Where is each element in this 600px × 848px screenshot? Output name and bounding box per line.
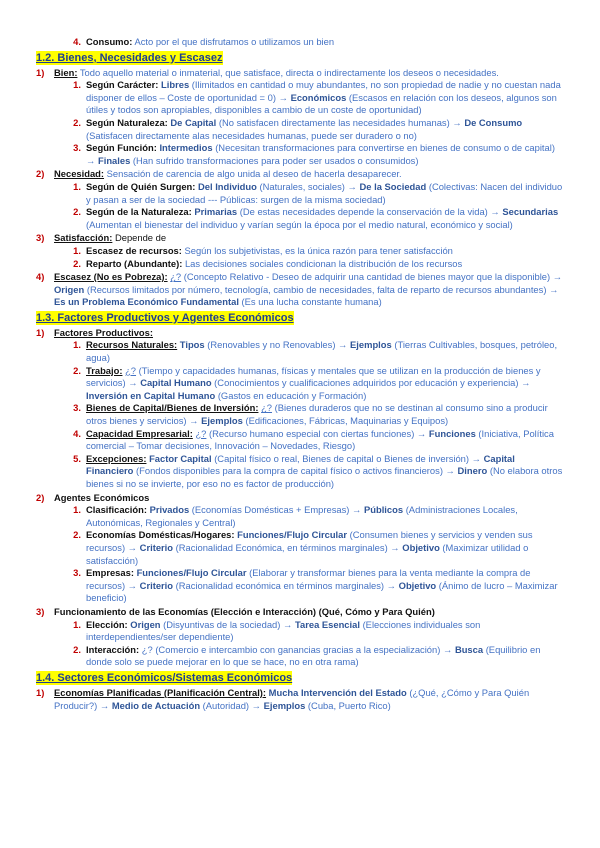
- item-text: (Comercio e intercambio con ganancias gracias a la especialización) →: [155, 643, 453, 655]
- list-item: [36, 245, 564, 258]
- item-term: ¿?: [125, 364, 137, 376]
- item-text: (Necesitan transformaciones para convertirse en bienes de consumo o de capital) →: [86, 142, 555, 166]
- item-text: (Recurso humano especial con ciertas funciones) →: [209, 427, 427, 439]
- section-title: 1.4. Sectores Económicos/Sistemas Económicos: [36, 671, 293, 684]
- item-text: (Ilimitados en cantidad o muy abundantes, no son propiedad de nadie y no cuestan nada disponer de ellos – Coste de oportunidad = 0) →: [86, 79, 561, 103]
- list-item-escasez: [36, 271, 564, 309]
- item-text: Sensación de carencia de algo unida al deseo de hacerla desaparecer.: [106, 168, 402, 180]
- item-text: Las decisiones sociales condicionan la distribución de los recursos: [184, 257, 463, 269]
- item-text: (Tiempo y capacidades humanas, físicas y mentales que se utilizan en la producción de bienes y servicios) →: [86, 364, 541, 389]
- item-text: (Es una lucha constante humana): [241, 296, 382, 308]
- item-text: (Maximizar utilidad o satisfacción): [86, 541, 529, 566]
- item-term: Libres: [161, 79, 190, 91]
- item-text: (Fondos disponibles para la compra de capital físico o activos financieros) →: [136, 465, 455, 477]
- item-text: (Racionalidad Económica, en términos marginales) →: [175, 541, 400, 553]
- list-item: [36, 644, 564, 669]
- item-text: (Naturales, sociales) →: [259, 180, 357, 192]
- item-number: 5.: [73, 452, 81, 464]
- item-label: Interacción:: [86, 643, 140, 655]
- item-number: 2.: [73, 529, 81, 541]
- item-number: 1): [36, 66, 45, 78]
- item-text: Acto por el que disfrutamos o utilizamos un bien: [134, 36, 335, 47]
- item-term: Privados: [149, 504, 190, 516]
- item-term: ¿?: [261, 402, 273, 414]
- item-term: Capital Financiero: [86, 452, 515, 477]
- item-text: (Conocimientos y cualificaciones adquiridos por educación y experiencia) →: [214, 377, 531, 389]
- item-term: ¿?: [170, 271, 182, 283]
- item-text: (¿Qué, ¿Cómo y Para Quién Producir?) →: [54, 686, 530, 711]
- item-number: 2.: [73, 643, 81, 655]
- item-number: 1.: [73, 618, 81, 630]
- item-label: Necesidad:: [54, 168, 105, 180]
- item-term: Tipos: [179, 339, 205, 351]
- item-text: (Colectivas: Nacen del individuo y pasan a ser de la sociedad --- Públicas: surgen de la misma sociedad): [86, 180, 563, 205]
- item-text: (Renovables y no Renovables) →: [207, 339, 348, 351]
- item-label: Bienes de Capital/Bienes de Inversión:: [86, 402, 259, 414]
- item-text: (Ánimo de lucro – Maximizar beneficio): [86, 579, 558, 604]
- item-number: 2): [36, 491, 45, 503]
- item-text: (Elecciones individuales son interdependientes/ser dependiente): [86, 618, 481, 643]
- list-item-funcionamiento: [36, 606, 564, 619]
- item-number: 1.: [73, 244, 81, 256]
- item-term: Dinero: [457, 465, 488, 477]
- item-number: 1.: [73, 180, 81, 192]
- section-title: 1.3. Factores Productivos y Agentes Económicos: [36, 311, 294, 324]
- item-term: Mucha Intervención del Estado: [268, 686, 407, 698]
- item-text: (Administraciones Locales, Autonómicas, Regionales y Central): [86, 504, 518, 528]
- list-item-satisfaccion: [36, 232, 564, 245]
- item-number: 4): [36, 271, 45, 283]
- item-term: Origen: [54, 283, 85, 295]
- item-term: Objetivo: [402, 541, 440, 553]
- item-term: Medio de Actuación: [111, 699, 201, 711]
- item-label: Agentes Económicos: [54, 491, 150, 503]
- item-number: 1.: [73, 79, 81, 91]
- item-term: Criterio: [139, 541, 174, 553]
- item-label: Satisfacción:: [54, 232, 113, 244]
- item-term: Ejemplos: [201, 415, 243, 427]
- item-label: Según de Quién Surgen:: [86, 180, 196, 192]
- item-number: 2.: [73, 116, 81, 128]
- item-label: Clasificación:: [86, 504, 147, 516]
- item-number: 3): [36, 232, 45, 244]
- list-item: [36, 428, 564, 453]
- item-term: Públicos: [364, 504, 404, 516]
- item-text: (Elaborar y transformar bienes para la venta mediante la compra de recursos) →: [86, 567, 531, 591]
- list-item: [36, 117, 564, 142]
- list-item: [36, 79, 564, 117]
- item-term: ¿?: [195, 427, 207, 439]
- item-number: 1.: [73, 504, 81, 516]
- item-number: 1): [36, 686, 45, 698]
- item-term: Ejemplos: [350, 339, 392, 351]
- item-text: (Aumentan el bienestar del individuo y varían según la época por el medio natural, económico y social): [86, 218, 513, 230]
- item-text: (Cuba, Puerto Rico): [307, 699, 391, 711]
- item-label: Economías Domésticas/Hogares:: [86, 529, 235, 541]
- item-number: 3.: [73, 402, 81, 414]
- item-label: Según Función:: [86, 142, 157, 154]
- item-number: 2): [36, 168, 45, 180]
- item-label: Escasez de recursos:: [86, 244, 182, 256]
- item-text: (Recursos limitados por número, tecnología, cambio de necesidades, falta de reparto de recursos abundantes) →: [86, 283, 559, 295]
- item-text: (Satisfacen directamente alas necesidades humanas, puede ser duradero o no): [86, 129, 417, 141]
- item-label: Capacidad Empresarial:: [86, 427, 193, 439]
- item-term: Capital Humano: [140, 377, 212, 389]
- list-item: [36, 258, 564, 271]
- section-title: 1.2. Bienes, Necesidades y Escasez: [36, 51, 223, 64]
- item-term: Factor Capital: [149, 452, 212, 464]
- list-item: [36, 619, 564, 644]
- list-item: [36, 181, 564, 206]
- item-term: Funciones/Flujo Circular: [136, 567, 247, 579]
- item-text: Según los subjetivistas, es la única razón para tener satisfacción: [184, 244, 453, 256]
- item-text: (Escasos en relación con los deseos, algunos son útiles y todos son apropiables, disponibles a cambio de un coste de oportunidad): [86, 91, 557, 116]
- item-number: 2.: [73, 257, 81, 269]
- item-term: Es un Problema Económico Fundamental: [54, 296, 239, 308]
- item-term: De Consumo: [464, 116, 523, 128]
- list-item-necesidad: [36, 168, 564, 181]
- item-term: Intermedios: [159, 142, 213, 154]
- item-label: Factores Productivos:: [54, 326, 153, 338]
- item-number: 4.: [73, 36, 81, 47]
- item-term: Inversión en Capital Humano: [86, 389, 216, 401]
- item-number: 2.: [73, 364, 81, 376]
- item-text: (Autoridad) →: [202, 699, 262, 711]
- item-text: Todo aquello material o inmaterial, que satisface, directa o indirectamente los deseos o necesidades.: [79, 66, 499, 78]
- item-text: (Iniciativa, Política comercial – Tomar decisiones, Innovación – Novedades, Riesgo): [86, 427, 554, 452]
- item-text: (Equilibrio en donde solo se puede mejorar en lo que se hace, no en otra rama): [86, 643, 541, 668]
- item-number: 2.: [73, 206, 81, 218]
- item-term: Del Individuo: [198, 180, 257, 192]
- list-item: [36, 365, 564, 403]
- list-item: [36, 206, 564, 231]
- item-text: (Gastos en educación y Formación): [217, 389, 367, 401]
- item-term: Objetivo: [398, 579, 437, 591]
- list-item: [36, 529, 564, 567]
- item-number: 3.: [73, 567, 81, 579]
- item-number: 4.: [73, 427, 81, 439]
- item-text: (Racionalidad económica en términos marginales) →: [175, 579, 397, 591]
- item-text: (Consumen bienes y servicios y venden sus recursos) →: [86, 529, 533, 553]
- item-label: Según Naturaleza:: [86, 116, 168, 128]
- item-term: Origen: [130, 618, 161, 630]
- item-label: Según de la Naturaleza:: [86, 206, 192, 218]
- item-text: (Disyuntivas de la sociedad) →: [163, 618, 293, 630]
- item-term: De Capital: [170, 116, 217, 128]
- item-label: Recursos Naturales:: [86, 339, 178, 351]
- item-term: Primarias: [194, 206, 238, 218]
- section-heading: [36, 309, 564, 326]
- list-item-factores: [36, 327, 564, 340]
- item-text: (No satisfacen directamente las necesidades humanas) →: [218, 116, 462, 128]
- list-item: [36, 142, 564, 167]
- list-item: [36, 567, 564, 605]
- item-label: Funcionamiento de las Economías (Elección e Interacción) (Qué, Cómo y Para Quién): [54, 605, 435, 617]
- item-term: Finales: [97, 154, 131, 166]
- list-item: [36, 402, 564, 427]
- item-text: Depende de: [114, 232, 167, 244]
- item-number: 1.: [73, 339, 81, 351]
- item-text: (No elabora otros bienes si no se invierte, por eso no es factor de producción): [86, 465, 563, 489]
- list-item: [36, 453, 564, 491]
- list-item-planificadas: [36, 687, 564, 712]
- item-text: (Edificaciones, Fábricas, Maquinarias y Equipos): [245, 415, 449, 427]
- list-item: [36, 339, 564, 364]
- list-item: [36, 504, 564, 529]
- item-text: (Concepto Relativo - Deseo de adquirir una cantidad de bienes mayor que la disponible) →: [183, 271, 563, 283]
- item-term: De la Sociedad: [359, 180, 427, 192]
- item-term: Tarea Esencial: [294, 618, 360, 630]
- item-number: 3): [36, 605, 45, 617]
- item-number: 3.: [73, 142, 81, 154]
- item-term: Funciones/Flujo Circular: [237, 529, 348, 541]
- item-label: Según Carácter:: [86, 79, 159, 91]
- item-text: (Han sufrido transformaciones para poder ser usados o consumidos): [132, 154, 419, 166]
- item-text: (Bienes duraderos que no se destinan al consumo sino a producir otros bienes y servicios) →: [86, 402, 548, 427]
- item-text: (Tierras Cultivables, bosques, petróleo, agua): [86, 339, 558, 364]
- section-heading: [36, 49, 564, 66]
- item-label: Reparto (Abundante):: [86, 257, 183, 269]
- list-item-bien: [36, 67, 564, 80]
- item-term: Ejemplos: [263, 699, 306, 711]
- item-label: Escasez (No es Pobreza):: [54, 271, 168, 283]
- item-number: 1): [36, 326, 45, 338]
- item-term: Secundarias: [502, 206, 559, 218]
- item-term: Funciones: [428, 427, 476, 439]
- item-label: Excepciones:: [86, 452, 147, 464]
- item-label: Elección:: [86, 618, 128, 630]
- item-label: Consumo:: [86, 36, 133, 47]
- item-text: (De estas necesidades depende la conservación de la vida) →: [239, 206, 500, 218]
- item-text: (Capital físico o real, Bienes de capital o Bienes de inversión) →: [214, 452, 481, 464]
- section-heading: [36, 669, 564, 686]
- item-label: Empresas:: [86, 567, 134, 579]
- item-term: ¿?: [141, 643, 153, 655]
- item-text: (Economías Domésticas + Empresas) →: [191, 504, 362, 516]
- item-label: Trabajo:: [86, 364, 123, 376]
- list-item-consumo: [36, 36, 564, 49]
- item-label: Bien:: [54, 66, 78, 78]
- list-item-agentes: [36, 492, 564, 505]
- item-term: Económicos: [290, 91, 347, 103]
- item-term: Busca: [454, 643, 484, 655]
- item-label: Economías Planificadas (Planificación Central):: [54, 686, 267, 698]
- item-term: Criterio: [139, 579, 174, 591]
